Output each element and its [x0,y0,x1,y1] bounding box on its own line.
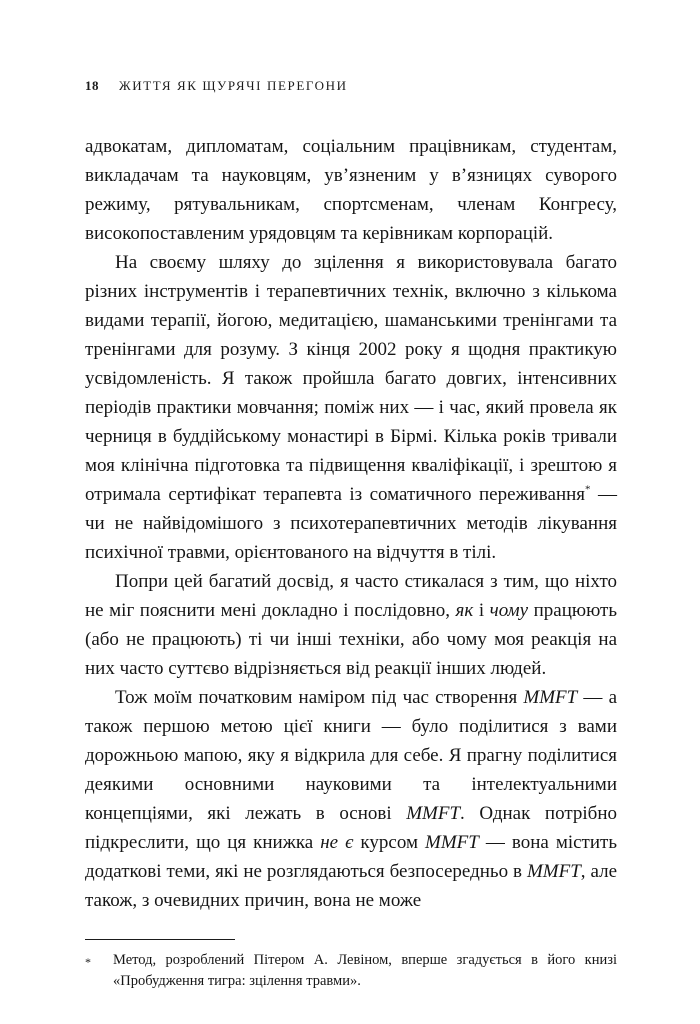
text-segment: MMFT [526,861,581,882]
footnote-marker: * [85,955,91,969]
page-content [85,0,617,992]
text-segment: MMFT [425,832,479,853]
running-head [85,78,617,94]
footnote [85,950,617,992]
text-segment: — вона містить додаткові теми, які не розглядаються безпосередньо в [85,832,617,882]
text-segment: — чи не найвідомішого з психотерапевтичних методів лікування психічної травми, орієнтованого на відчуття в тілі. [85,484,617,563]
text-segment: адвокатам, дипломатам, соціальним працівникам, студентам, викладачам та науковцям, ув’язненим у в’язницях суворого режиму, рятувальникам, спортсменам, членам Конгресу, високопоставленим урядовцям та керівникам корпорацій. [85,136,617,244]
text-segment: чому [489,600,529,621]
text-segment: — а також першою метою цієї книги — було поділитися з вами дорожньою мапою, яку я відкрила для себе. Я прагну поділитися деякими основними науковими та інтелектуальними концепціями, які лежать в основі [85,687,617,824]
body-text [85,132,617,915]
paragraph [85,683,617,915]
text-segment: MMFT [406,803,461,824]
paragraph [85,132,617,248]
text-segment: курсом [353,832,425,853]
text-segment: як [455,600,474,621]
text-segment: MMFT [523,687,578,708]
paragraph [85,248,617,567]
text-segment: . Однак потрібно підкреслити, що ця книжка [85,803,617,853]
text-segment: працюють (або не працюють) ті чи інші техніки, або чому моя реакція на них часто суттєво відрізняється від реакції інших людей. [85,600,618,679]
text-segment: і [473,600,490,621]
text-segment: Попри цей багатий досвід, я часто стикалася з тим, що ніхто не міг пояснити мені докладно і послідовно, [85,571,617,621]
text-segment: , але також, з очевидних причин, вона не може [85,861,617,911]
footnote-divider [85,939,235,940]
page-number: 18 [85,78,99,93]
paragraph [85,567,617,683]
footnote-reference-marker: * [585,483,591,496]
text-segment: Тож моїм початковим наміром під час створення [115,687,524,708]
footnote-text: Метод, розроблений Пітером А. Левіном, вперше згадується в його книзі «Пробудження тигра: зцілення травми». [113,952,617,989]
footnote-block [85,939,617,992]
text-segment: не є [320,832,354,853]
running-title: ЖИТТЯ ЯК ЩУРЯЧІ ПЕРЕГОНИ [119,78,348,93]
text-segment: На своєму шляху до зцілення я використовувала багато різних інструментів і терапевтичних технік, включно з кількома видами терапії, йогою, медитацією, шаманськими тренінгами та тренінгами для розуму. З кінця 2002 року я щодня практикую усвідомленість. Я також пройшла багато довгих, інтенсивних періодів практики мовчання; поміж них — і час, який провела як черниця в буддійському монастирі в Бірмі. Кілька років тривали моя клінічна підготовка та підвищення кваліфікації, і зрештою я отримала сертифікат терапевта із соматичного переживання [85,252,617,505]
